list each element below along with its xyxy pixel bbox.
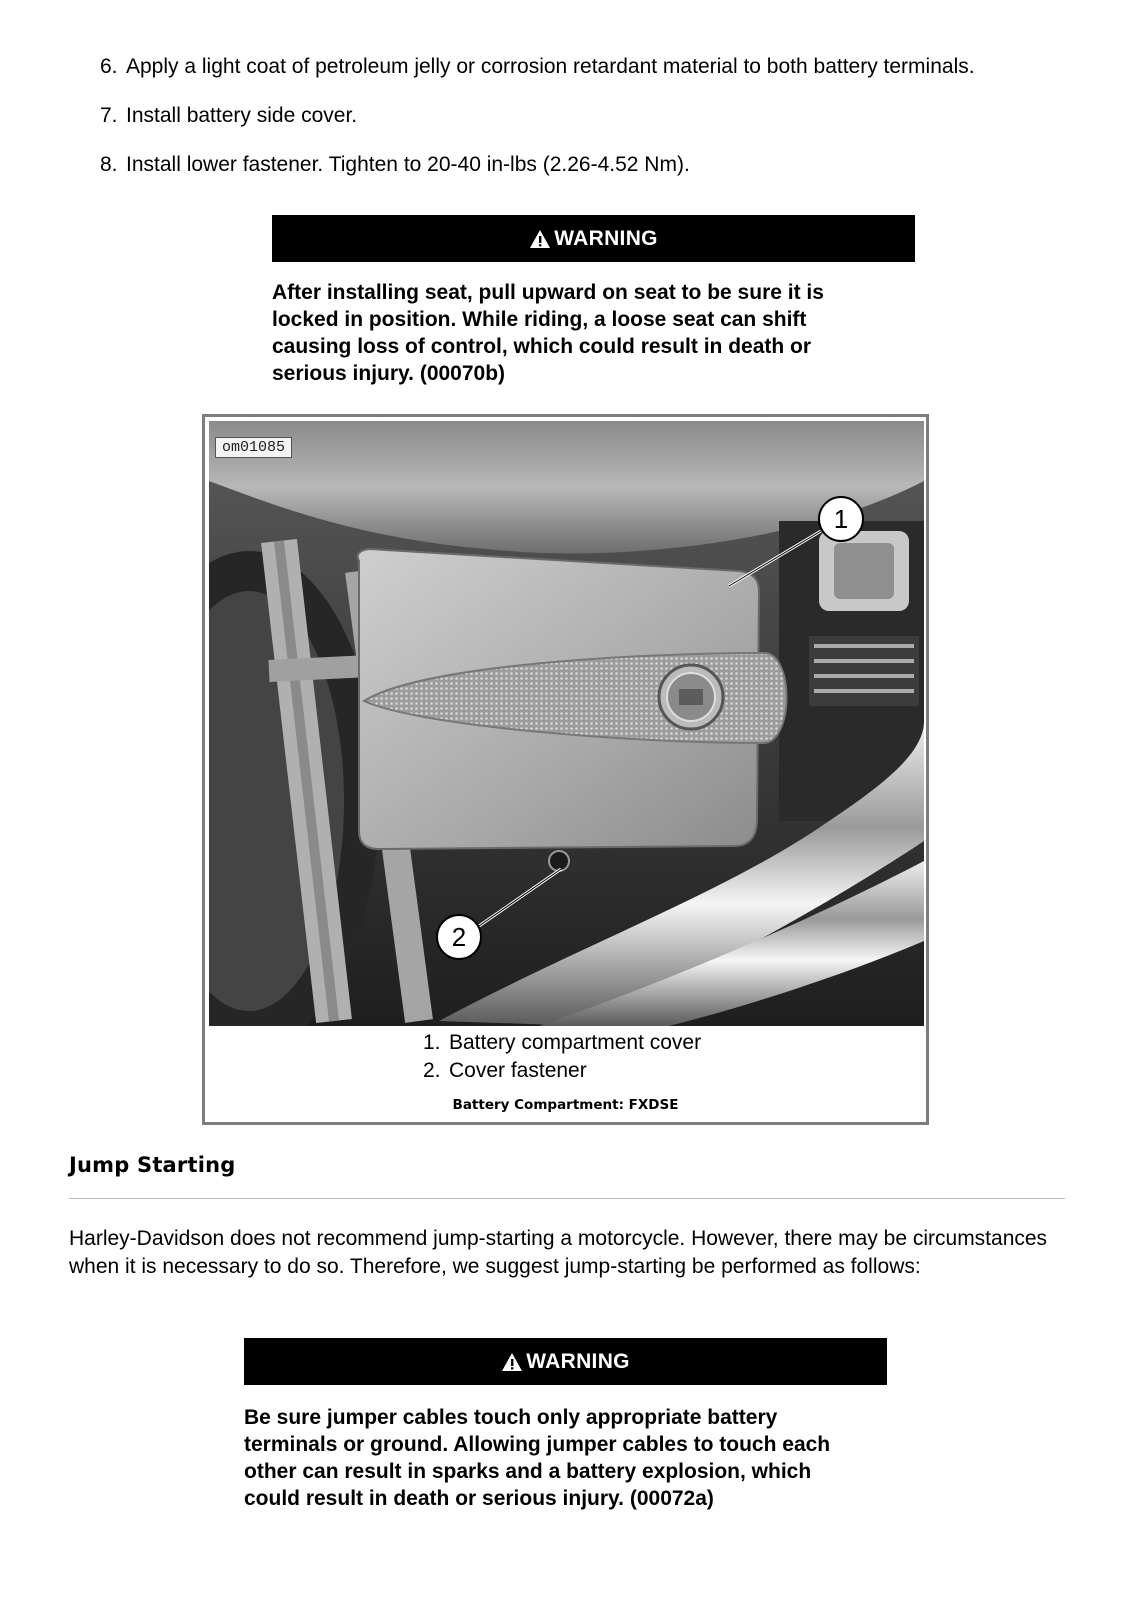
warning-text: Be sure jumper cables touch only appropriate battery terminals or ground. Allowing jumper cables to touch each other can result in sparks and a battery explosion, which could result in death or serious injury. (00072a) (244, 1406, 831, 1510)
section-paragraph: Harley-Davidson does not recommend jump-starting a motorcycle. However, there may be circumstances when it is necessary to do so. Therefore, we suggest jump-starting be performed as follows: (69, 1227, 1048, 1278)
legend-item: 2. Cover fastener (423, 1059, 587, 1082)
callout-1 (819, 497, 863, 541)
step-list (100, 54, 975, 201)
figure-id-label: om01085 (215, 437, 292, 458)
warning-triangle-icon (529, 229, 551, 249)
warning-text: After installing seat, pull upward on seat to be sure it is locked in position. While riding, a loose seat can shift causing loss of control, which could result in death or serious injury. (00070b) (272, 281, 824, 385)
battery-compartment-figure (202, 414, 929, 1125)
svg-text:2: 2 (451, 922, 467, 952)
svg-text:1: 1 (833, 504, 849, 534)
step-item: 7. Install battery side cover. (100, 104, 358, 127)
legend-item: 1. Battery compartment cover (423, 1031, 702, 1054)
section-divider (69, 1198, 1065, 1199)
warning-triangle-icon (501, 1352, 523, 1372)
step-item: 8. Install lower fastener. Tighten to 20-40 in-lbs (2.26-4.52 Nm). (100, 153, 690, 176)
battery-compartment-photo (209, 421, 924, 1026)
warning-header: WARNING (244, 1338, 887, 1385)
warning-header: WARNING (272, 215, 915, 262)
callout-2 (437, 915, 481, 959)
figure-caption: Battery Compartment: FXDSE (452, 1097, 679, 1113)
section-heading: Jump Starting (69, 1153, 236, 1177)
step-item: 6. Apply a light coat of petroleum jelly or corrosion retardant material to both battery terminals. (100, 55, 975, 78)
figure-legend (423, 1029, 701, 1085)
